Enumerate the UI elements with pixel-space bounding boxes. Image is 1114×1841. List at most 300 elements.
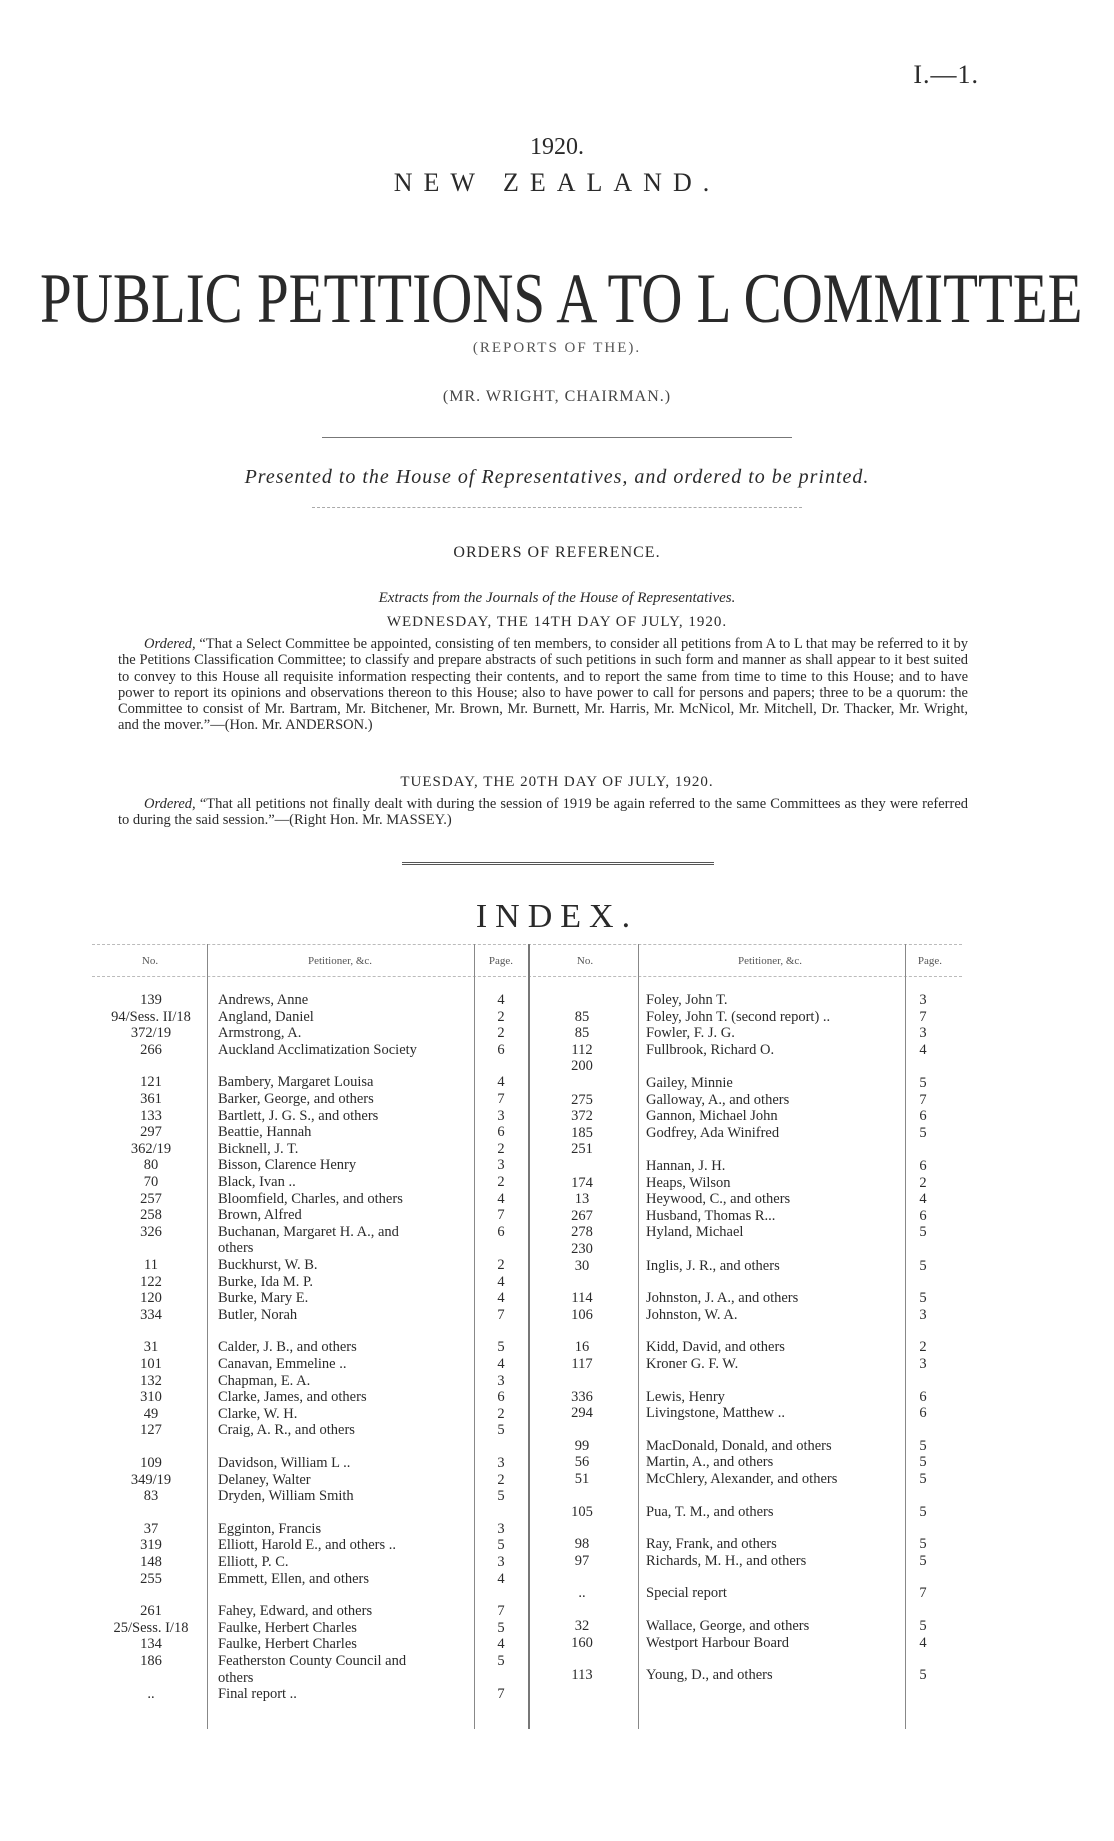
entry-number: 101 [140, 1356, 162, 1372]
index-entry [0, 1257, 530, 1274]
entry-petitioner: Husband, Thomas R... [646, 1207, 776, 1224]
entry-petitioner: Elliott, P. C. [218, 1554, 289, 1570]
col-header-no-left: No. [141, 955, 159, 967]
entry-petitioner: Faulke, Herbert Charles [218, 1619, 357, 1636]
entry-page: 5 [497, 1339, 505, 1356]
entry-petitioner: Bambery, Margaret Louisa [218, 1074, 374, 1091]
index-entry [530, 1058, 970, 1075]
entry-number: 372/19 [130, 1025, 172, 1042]
entry-page: 5 [919, 1667, 927, 1684]
index-entry [0, 1042, 530, 1059]
entry-page: 5 [497, 1488, 505, 1505]
entry-page: 4 [497, 1290, 505, 1307]
entry-number: 372 [571, 1108, 593, 1125]
entry-page: 5 [919, 1536, 927, 1553]
entry-petitioner: Delaney, Walter [218, 1471, 311, 1488]
index-entry [530, 1553, 970, 1570]
entry-page: 7 [497, 1603, 505, 1620]
entry-number: 186 [140, 1653, 162, 1669]
index-entry [0, 1141, 530, 1158]
entry-number: 85 [574, 1025, 590, 1042]
divider [402, 862, 714, 865]
col-header-petitioner-right: Petitioner, &c. [737, 955, 803, 967]
entry-page: 7 [497, 1306, 505, 1323]
entry-page: 5 [919, 1437, 927, 1454]
index-entry [0, 1356, 530, 1373]
entry-petitioner: Angland, Daniel [218, 1008, 314, 1025]
entry-number: 113 [571, 1667, 593, 1684]
entry-page: 5 [919, 1224, 927, 1241]
divider [312, 507, 802, 508]
entry-page: 7 [497, 1091, 505, 1107]
page-title: PUBLIC PETITIONS A TO L COMMITTEE [40, 259, 1083, 338]
entry-petitioner: Final report .. [218, 1686, 297, 1703]
entry-petitioner: Fowler, F. J. G. [646, 1025, 735, 1042]
entry-number: 31 [143, 1339, 159, 1356]
col-header-petitioner-left: Petitioner, &c. [307, 955, 373, 967]
entry-petitioner: Black, Ivan .. [218, 1174, 296, 1190]
entry-petitioner: Emmett, Ellen, and others [218, 1570, 370, 1587]
entry-page: 5 [497, 1537, 505, 1554]
index-entry [0, 1554, 530, 1571]
entry-page: 4 [497, 1273, 505, 1290]
entry-page: 7 [497, 1207, 505, 1224]
entry-page: 2 [497, 1174, 505, 1190]
entry-number: 127 [140, 1422, 162, 1439]
entry-number: 319 [140, 1537, 162, 1554]
entry-petitioner: Bisson, Clarence Henry [218, 1157, 357, 1174]
entry-petitioner: Heywood, C., and others [646, 1191, 791, 1208]
index-entry [0, 1157, 530, 1174]
entry-petitioner: Foley, John T. [646, 992, 728, 1008]
entry-petitioner: McChlery, Alexander, and others [646, 1471, 838, 1487]
index-entry [0, 1174, 530, 1191]
entry-number: 133 [140, 1107, 162, 1124]
entry-page: 2 [919, 1339, 927, 1356]
index-entry [530, 1356, 970, 1373]
entry-number: 310 [140, 1389, 162, 1406]
index-entry [0, 1686, 530, 1703]
entry-page: 5 [919, 1471, 927, 1487]
order-text-2: “That all petitions not finally dealt with during the session of 1919 be again referred to the same Committees as they were referred to during the said session.”—(Right Hon. Mr. MASSEY.) [118, 796, 969, 829]
presented-line: Presented to the House of Representatives, and ordered to be printed. [244, 466, 870, 488]
entry-page: 4 [919, 1191, 927, 1208]
entry-number: 120 [140, 1290, 162, 1307]
index-entry [530, 1191, 970, 1208]
entry-number: 11 [144, 1257, 158, 1273]
entry-number: 85 [574, 1008, 590, 1025]
index-entry [530, 1667, 970, 1684]
entry-petitioner: Galloway, A., and others [646, 1091, 790, 1108]
entry-number: 185 [571, 1124, 593, 1141]
index-entry [530, 1141, 970, 1158]
entry-number: 49 [143, 1405, 159, 1422]
entry-number: 251 [571, 1141, 593, 1158]
entry-page: 2 [919, 1174, 927, 1191]
entry-petitioner: Burke, Ida M. P. [218, 1273, 314, 1290]
entry-petitioner: Westport Harbour Board [646, 1634, 789, 1651]
entry-petitioner: Andrews, Anne [218, 992, 309, 1008]
index-entry [530, 1175, 970, 1192]
index-entry [0, 1636, 530, 1653]
entry-petitioner: Auckland Acclimatization Society [218, 1041, 417, 1058]
entry-number: 56 [574, 1454, 590, 1471]
entry-petitioner: Livingstone, Matthew .. [646, 1405, 785, 1422]
entry-page: 3 [497, 1520, 505, 1537]
entry-petitioner: Hyland, Michael [646, 1224, 744, 1241]
index-entry [0, 1537, 530, 1554]
entry-number: 362/19 [130, 1140, 172, 1157]
entry-page: 3 [497, 1372, 505, 1389]
index-entry [0, 1603, 530, 1620]
entry-page: 6 [919, 1405, 927, 1422]
entry-page: 4 [497, 1356, 505, 1372]
entry-number: 109 [140, 1455, 162, 1471]
entry-page: 7 [919, 1008, 927, 1025]
index-entry [530, 1405, 970, 1422]
col-header-page-right: Page. [917, 955, 943, 967]
index-entry [530, 1307, 970, 1324]
entry-number: 148 [140, 1554, 162, 1570]
entry-page: 6 [497, 1389, 505, 1406]
index-entry [530, 1125, 970, 1142]
index-entry [530, 1075, 970, 1092]
entry-petitioner: Gannon, Michael John [646, 1108, 778, 1125]
entry-page: 5 [497, 1619, 505, 1636]
entry-petitioner: Buchanan, Margaret H. A., and [218, 1223, 399, 1240]
entry-number: 297 [140, 1124, 162, 1141]
index-entry [0, 1025, 530, 1042]
index-entry [0, 1191, 530, 1208]
index-entry [0, 1108, 530, 1125]
entry-number: 261 [140, 1603, 162, 1620]
entry-number: 267 [571, 1207, 593, 1224]
index-top-rule [92, 944, 962, 945]
entry-page: 5 [919, 1618, 927, 1634]
entry-petitioner: Young, D., and others [646, 1667, 773, 1684]
index-header-rule [92, 976, 962, 977]
entry-petitioner: Faulke, Herbert Charles [218, 1636, 357, 1653]
entry-petitioner: Chapman, E. A. [218, 1372, 311, 1389]
index-entry [530, 992, 970, 1009]
entry-petitioner: Lewis, Henry [646, 1388, 725, 1405]
index-entry [530, 1208, 970, 1225]
parliamentary-paper-ref: I.—1. [913, 60, 979, 89]
entry-petitioner: Hannan, J. H. [646, 1158, 726, 1174]
entry-number: 83 [143, 1488, 159, 1505]
index-entry [0, 1224, 530, 1241]
entry-page: 3 [919, 1025, 927, 1042]
entry-petitioner: Godfrey, Ada Winifred [646, 1124, 780, 1141]
index-entry [0, 1620, 530, 1637]
year: 1920. [530, 134, 584, 160]
index-entry [530, 1258, 970, 1275]
entry-number: 99 [574, 1437, 590, 1454]
entry-number: 121 [140, 1074, 162, 1091]
entry-number: 106 [571, 1306, 593, 1323]
entry-number: 16 [574, 1339, 590, 1356]
entry-number: 258 [140, 1207, 162, 1224]
entry-petitioner: Fahey, Edward, and others [218, 1603, 373, 1620]
entry-page: 7 [919, 1091, 927, 1108]
entry-petitioner: Armstrong, A. [218, 1025, 302, 1042]
entry-number: 174 [571, 1174, 593, 1191]
entry-petitioner: Clarke, James, and others [218, 1389, 367, 1406]
entry-number: 30 [574, 1257, 590, 1274]
index-entry [0, 1074, 530, 1091]
entry-number: 70 [143, 1174, 159, 1190]
index-entry [0, 1339, 530, 1356]
entry-page: 6 [919, 1207, 927, 1224]
entry-number: 255 [140, 1570, 162, 1587]
entry-number: 80 [143, 1157, 159, 1174]
index-entry [0, 1455, 530, 1472]
entry-petitioner: Pua, T. M., and others [646, 1503, 774, 1520]
index-entry [0, 1422, 530, 1439]
orders-heading: ORDERS OF REFERENCE. [453, 544, 661, 561]
entry-petitioner: Kidd, David, and others [646, 1339, 785, 1356]
entry-number: 230 [571, 1241, 593, 1257]
col-header-no-right: No. [576, 955, 594, 967]
order-text-1: “That a Select Committee be appointed, consisting of ten members, to consider all petitions from A to L that may be referred to it by the Petitions Classification Committee; to classify and prepare abstracts of such petitions in such form and manner as shall appear to it best suited to convey to this House all requisite information respecting their contents, and to report the same from time to time to this House; and to have power to report its opinions and observations thereon to this House; also to have power to call for persons and papers; three to be a quorum: the Committee to consist of Mr. Bartram, Mr. Bitchener, Mr. Brown, Mr. Burnett, Mr. Harris, Mr. McNicol, Mr. Mitchell, Dr. Thacker, Mr. Wright, and the mover.”—(Hon. Mr. ANDERSON.) [118, 636, 969, 734]
entry-page: 5 [919, 1503, 927, 1520]
entry-petitioner: others [218, 1240, 254, 1257]
subtitle: (REPORTS OF THE). [472, 340, 642, 356]
index-entry [530, 1635, 970, 1652]
index-entry [0, 1389, 530, 1406]
index-entry [0, 1653, 530, 1670]
entry-number: 361 [140, 1091, 162, 1107]
entry-number: 336 [571, 1388, 593, 1405]
entry-number: 266 [140, 1041, 162, 1058]
entry-petitioner: Butler, Norah [218, 1306, 298, 1323]
index-entry [530, 1504, 970, 1521]
entry-petitioner: Special report [646, 1585, 727, 1602]
entry-number: .. [578, 1585, 586, 1602]
index-entry [0, 1091, 530, 1108]
index-entry [530, 1009, 970, 1026]
entry-petitioner: Foley, John T. (second report) .. [646, 1008, 831, 1025]
index-entry [530, 1339, 970, 1356]
entry-number: 326 [140, 1223, 162, 1240]
entry-petitioner: Heaps, Wilson [646, 1174, 731, 1191]
entry-page: 4 [497, 992, 505, 1008]
index-entry [530, 1224, 970, 1241]
entry-petitioner: Egginton, Francis [218, 1520, 322, 1537]
entry-page: 5 [919, 1552, 927, 1569]
index-entry [0, 992, 530, 1009]
entry-petitioner: Beattie, Hannah [218, 1124, 312, 1141]
entry-page: 3 [497, 1554, 505, 1570]
entry-page: 4 [497, 1190, 505, 1207]
index-entry [530, 1108, 970, 1125]
entry-number: 37 [143, 1520, 159, 1537]
index-entry [530, 1438, 970, 1455]
entry-petitioner: Bartlett, J. G. S., and others [218, 1107, 379, 1124]
index-entry [0, 1406, 530, 1423]
entry-page: 6 [497, 1124, 505, 1141]
entry-number: 98 [574, 1536, 590, 1553]
entry-number: 200 [571, 1058, 593, 1075]
entry-petitioner: Clarke, W. H. [218, 1405, 298, 1422]
entry-number: 349/19 [130, 1471, 172, 1488]
ordered-label: Ordered, [144, 796, 196, 812]
entry-petitioner: Bloomfield, Charles, and others [218, 1190, 403, 1207]
entry-page: 4 [919, 1041, 927, 1058]
entry-page: 3 [919, 1306, 927, 1323]
entry-number: 25/Sess. I/18 [113, 1619, 189, 1636]
chairman-line: (MR. WRIGHT, CHAIRMAN.) [442, 388, 672, 405]
index-entry [530, 1471, 970, 1488]
entry-petitioner: Martin, A., and others [646, 1454, 774, 1471]
index-entry [530, 1536, 970, 1553]
entry-page: 6 [919, 1108, 927, 1125]
entry-number: 278 [571, 1224, 593, 1241]
index-entry [0, 1373, 530, 1390]
entry-number: 32 [574, 1618, 590, 1634]
entry-number: 117 [571, 1356, 593, 1372]
index-entry [530, 1389, 970, 1406]
entry-petitioner: Canavan, Emmeline .. [218, 1356, 347, 1372]
entry-page: 4 [497, 1570, 505, 1587]
entry-page: 4 [497, 1074, 505, 1091]
index-entry [0, 1472, 530, 1489]
entry-page: 6 [497, 1223, 505, 1240]
col-header-page-left: Page. [488, 955, 514, 967]
entry-number: 334 [140, 1306, 162, 1323]
index-entry [530, 1241, 970, 1258]
entry-page: 4 [497, 1636, 505, 1653]
entry-petitioner: Wallace, George, and others [646, 1618, 810, 1634]
index-entry [530, 1454, 970, 1471]
entry-number: 294 [571, 1405, 593, 1422]
entry-page: 5 [497, 1422, 505, 1439]
entry-page: 5 [919, 1075, 927, 1091]
entry-page: 7 [919, 1585, 927, 1602]
entry-page: 3 [497, 1157, 505, 1174]
entry-page: 3 [919, 1356, 927, 1372]
index-entry [530, 1618, 970, 1635]
entry-page: 3 [497, 1455, 505, 1471]
entry-number: 114 [571, 1290, 593, 1307]
entry-petitioner: Richards, M. H., and others [646, 1552, 807, 1569]
index-title: INDEX. [475, 898, 639, 935]
entry-petitioner: Johnston, W. A. [646, 1306, 738, 1323]
entry-number: 122 [140, 1273, 162, 1290]
index-entry [530, 1290, 970, 1307]
date-line-2: TUESDAY, THE 20TH DAY OF JULY, 1920. [400, 774, 714, 790]
ordered-label: Ordered, [144, 636, 196, 652]
entry-page: 5 [919, 1257, 927, 1274]
entry-number: 94/Sess. II/18 [111, 1008, 191, 1025]
index-entry [0, 1670, 530, 1687]
entry-number: .. [147, 1686, 155, 1703]
entry-number: 160 [571, 1634, 593, 1651]
entry-number: 105 [571, 1503, 593, 1520]
entry-petitioner: Craig, A. R., and others [218, 1422, 355, 1439]
index-entry [0, 1290, 530, 1307]
extracts-line: Extracts from the Journals of the House of Representatives. [378, 590, 736, 606]
entry-petitioner: Johnston, J. A., and others [646, 1290, 799, 1307]
entry-number: 257 [140, 1190, 162, 1207]
entry-petitioner: others [218, 1669, 254, 1686]
index-entry [0, 1571, 530, 1588]
entry-petitioner: Brown, Alfred [218, 1207, 302, 1224]
entry-page: 2 [497, 1405, 505, 1422]
entry-page: 3 [919, 992, 927, 1008]
entry-number: 112 [571, 1041, 593, 1058]
entry-page: 2 [497, 1025, 505, 1042]
entry-page: 5 [919, 1124, 927, 1141]
order-paragraph-2 [118, 796, 968, 829]
entry-page: 2 [497, 1471, 505, 1488]
entry-page: 3 [497, 1107, 505, 1124]
entry-petitioner: Gailey, Minnie [646, 1075, 733, 1091]
index-entry [0, 1009, 530, 1026]
entry-page: 2 [497, 1140, 505, 1157]
entry-petitioner: Ray, Frank, and others [646, 1536, 777, 1553]
entry-page: 2 [497, 1257, 505, 1273]
index-entry [530, 1158, 970, 1175]
entry-number: 51 [574, 1471, 590, 1487]
date-line-1: WEDNESDAY, THE 14TH DAY OF JULY, 1920. [386, 614, 728, 630]
entry-petitioner: Bicknell, J. T. [218, 1140, 299, 1157]
entry-petitioner: Barker, George, and others [218, 1091, 374, 1107]
divider [322, 437, 792, 438]
entry-petitioner: Dryden, William Smith [218, 1488, 354, 1505]
index-entry [0, 1124, 530, 1141]
index-entry [0, 1240, 530, 1257]
entry-petitioner: Inglis, J. R., and others [646, 1257, 780, 1274]
entry-petitioner: Calder, J. B., and others [218, 1339, 357, 1356]
entry-petitioner: Buckhurst, W. B. [218, 1257, 318, 1273]
index-entry [0, 1307, 530, 1324]
index-entry [530, 1092, 970, 1109]
index-entry [530, 1585, 970, 1602]
entry-number: 275 [571, 1091, 593, 1108]
index-entry [0, 1488, 530, 1505]
entry-number: 134 [140, 1636, 162, 1653]
entry-petitioner: Elliott, Harold E., and others .. [218, 1537, 396, 1554]
entry-number: 97 [574, 1552, 590, 1569]
entry-page: 5 [919, 1454, 927, 1471]
entry-petitioner: Davidson, William L .. [218, 1455, 351, 1471]
entry-petitioner: MacDonald, Donald, and others [646, 1437, 832, 1454]
order-paragraph-1 [118, 636, 968, 734]
entry-page: 5 [919, 1290, 927, 1307]
entry-number: 139 [140, 992, 162, 1008]
index-entry [530, 1042, 970, 1059]
entry-number: 13 [574, 1191, 590, 1208]
index-entry [0, 1207, 530, 1224]
index-entry [530, 1025, 970, 1042]
entry-page: 2 [497, 1008, 505, 1025]
entry-page: 6 [497, 1041, 505, 1058]
entry-petitioner: Featherston County Council and [218, 1653, 407, 1669]
entry-petitioner: Kroner G. F. W. [646, 1356, 739, 1372]
entry-page: 5 [497, 1653, 505, 1669]
entry-petitioner: Burke, Mary E. [218, 1290, 309, 1307]
entry-page: 7 [497, 1686, 505, 1703]
index-entry [0, 1521, 530, 1538]
entry-page: 6 [919, 1388, 927, 1405]
entry-page: 4 [919, 1634, 927, 1651]
index-entry [0, 1274, 530, 1291]
entry-petitioner: Fullbrook, Richard O. [646, 1041, 775, 1058]
country: NEW ZEALAND. [393, 168, 721, 197]
entry-page: 6 [919, 1158, 927, 1174]
entry-number: 132 [140, 1372, 162, 1389]
